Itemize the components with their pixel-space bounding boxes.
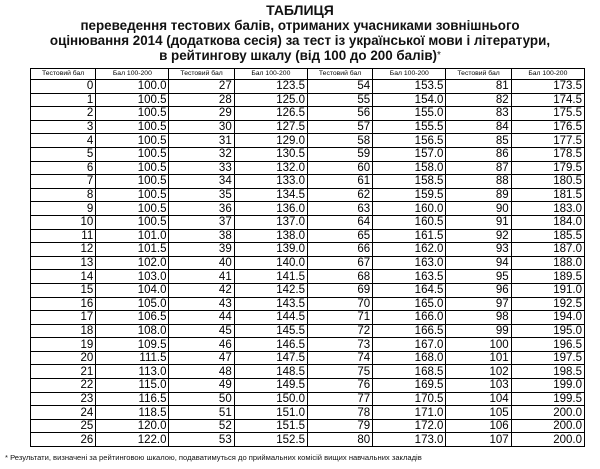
test-score-cell: 15 [31,283,96,297]
test-score-cell: 99 [446,324,511,338]
test-score-cell: 1 [31,93,96,107]
table-row [31,93,585,107]
table-row [31,283,585,297]
test-score-cell: 34 [169,175,234,189]
rating-score-cell: 199.0 [511,379,584,393]
test-score-cell: 57 [307,120,372,134]
header-rating-score: Бал 100-200 [373,69,446,80]
test-score-cell: 59 [307,147,372,161]
score-conversion-table [30,68,585,447]
table-row [31,256,585,270]
test-score-cell: 18 [31,324,96,338]
test-score-cell: 89 [446,188,511,202]
rating-score-cell: 163.0 [373,256,446,270]
rating-score-cell: 156.5 [373,134,446,148]
test-score-cell: 38 [169,229,234,243]
rating-score-cell: 100.0 [96,80,169,94]
table-row [31,107,585,121]
rating-score-cell: 166.5 [373,324,446,338]
test-score-cell: 5 [31,147,96,161]
rating-score-cell: 200.0 [511,419,584,433]
test-score-cell: 51 [169,406,234,420]
test-score-cell: 95 [446,270,511,284]
test-score-cell: 46 [169,338,234,352]
rating-score-cell: 130.5 [234,147,307,161]
rating-score-cell: 198.5 [511,365,584,379]
rating-score-cell: 103.0 [96,270,169,284]
test-score-cell: 42 [169,283,234,297]
rating-score-cell: 101.0 [96,229,169,243]
rating-score-cell: 153.5 [373,80,446,94]
rating-score-cell: 151.0 [234,406,307,420]
rating-score-cell: 139.0 [234,243,307,257]
test-score-cell: 30 [169,120,234,134]
test-score-cell: 86 [446,147,511,161]
rating-score-cell: 113.0 [96,365,169,379]
test-score-cell: 88 [446,175,511,189]
rating-score-cell: 101.5 [96,243,169,257]
test-score-cell: 52 [169,419,234,433]
rating-score-cell: 105.0 [96,297,169,311]
test-score-cell: 100 [446,338,511,352]
test-score-cell: 105 [446,406,511,420]
rating-score-cell: 102.0 [96,256,169,270]
rating-score-cell: 155.5 [373,120,446,134]
test-score-cell: 69 [307,283,372,297]
rating-score-cell: 100.5 [96,107,169,121]
test-score-cell: 4 [31,134,96,148]
rating-score-cell: 108.0 [96,324,169,338]
rating-score-cell: 179.5 [511,161,584,175]
title-block [0,0,600,63]
rating-score-cell: 189.5 [511,270,584,284]
test-score-cell: 21 [31,365,96,379]
test-score-cell: 79 [307,419,372,433]
rating-score-cell: 194.0 [511,311,584,325]
footnote-marker: * [437,50,441,61]
test-score-cell: 82 [446,93,511,107]
test-score-cell: 91 [446,215,511,229]
rating-score-cell: 132.0 [234,161,307,175]
test-score-cell: 39 [169,243,234,257]
test-score-cell: 13 [31,256,96,270]
test-score-cell: 62 [307,188,372,202]
test-score-cell: 27 [169,80,234,94]
test-score-cell: 90 [446,202,511,216]
header-test-score: Тестовий бал [31,69,96,80]
rating-score-cell: 144.5 [234,311,307,325]
rating-score-cell: 158.5 [373,175,446,189]
test-score-cell: 78 [307,406,372,420]
test-score-cell: 77 [307,392,372,406]
test-score-cell: 43 [169,297,234,311]
rating-score-cell: 120.0 [96,419,169,433]
test-score-cell: 71 [307,311,372,325]
test-score-cell: 65 [307,229,372,243]
test-score-cell: 9 [31,202,96,216]
rating-score-cell: 195.0 [511,324,584,338]
rating-score-cell: 172.0 [373,419,446,433]
test-score-cell: 102 [446,365,511,379]
table-row [31,161,585,175]
test-score-cell: 47 [169,351,234,365]
test-score-cell: 48 [169,365,234,379]
rating-score-cell: 166.0 [373,311,446,325]
rating-score-cell: 162.0 [373,243,446,257]
rating-score-cell: 200.0 [511,406,584,420]
table-row [31,365,585,379]
table-row [31,270,585,284]
test-score-cell: 98 [446,311,511,325]
header-test-score: Тестовий бал [307,69,372,80]
rating-score-cell: 158.0 [373,161,446,175]
rating-score-cell: 123.5 [234,80,307,94]
rating-score-cell: 170.5 [373,392,446,406]
rating-score-cell: 160.5 [373,215,446,229]
table-row [31,338,585,352]
rating-score-cell: 180.5 [511,175,584,189]
rating-score-cell: 138.0 [234,229,307,243]
test-score-cell: 55 [307,93,372,107]
test-score-cell: 35 [169,188,234,202]
test-score-cell: 84 [446,120,511,134]
table-row [31,392,585,406]
test-score-cell: 76 [307,379,372,393]
rating-score-cell: 122.0 [96,433,169,447]
rating-score-cell: 178.5 [511,147,584,161]
rating-score-cell: 116.5 [96,392,169,406]
test-score-cell: 60 [307,161,372,175]
rating-score-cell: 147.5 [234,351,307,365]
rating-score-cell: 159.5 [373,188,446,202]
table-row [31,297,585,311]
rating-score-cell: 199.5 [511,392,584,406]
rating-score-cell: 165.0 [373,297,446,311]
rating-score-cell: 168.5 [373,365,446,379]
test-score-cell: 16 [31,297,96,311]
rating-score-cell: 183.0 [511,202,584,216]
header-test-score: Тестовий бал [169,69,234,80]
rating-score-cell: 176.5 [511,120,584,134]
table-row [31,351,585,365]
test-score-cell: 92 [446,229,511,243]
rating-score-cell: 168.0 [373,351,446,365]
page-title: ТАБЛИЦЯ [266,2,334,18]
rating-score-cell: 161.5 [373,229,446,243]
rating-score-cell: 129.0 [234,134,307,148]
header-rating-score: Бал 100-200 [234,69,307,80]
table-row [31,379,585,393]
table-row [31,324,585,338]
test-score-cell: 96 [446,283,511,297]
test-score-cell: 94 [446,256,511,270]
table-row [31,188,585,202]
rating-score-cell: 185.5 [511,229,584,243]
table-row [31,311,585,325]
test-score-cell: 75 [307,365,372,379]
test-score-cell: 54 [307,80,372,94]
rating-score-cell: 174.5 [511,93,584,107]
rating-score-cell: 143.5 [234,297,307,311]
rating-score-cell: 100.5 [96,147,169,161]
subtitle-line-3 [0,48,600,63]
test-score-cell: 41 [169,270,234,284]
rating-score-cell: 149.5 [234,379,307,393]
test-score-cell: 87 [446,161,511,175]
table-body [31,80,585,447]
rating-score-cell: 100.5 [96,188,169,202]
test-score-cell: 107 [446,433,511,447]
subtitle-line-1: переведення тестових балів, отриманих учасниками зовнішнього [80,18,520,33]
rating-score-cell: 169.5 [373,379,446,393]
rating-score-cell: 100.5 [96,175,169,189]
test-score-cell: 26 [31,433,96,447]
test-score-cell: 45 [169,324,234,338]
test-score-cell: 10 [31,215,96,229]
rating-score-cell: 140.0 [234,256,307,270]
test-score-cell: 58 [307,134,372,148]
test-score-cell: 81 [446,80,511,94]
rating-score-cell: 167.0 [373,338,446,352]
test-score-cell: 44 [169,311,234,325]
test-score-cell: 70 [307,297,372,311]
rating-score-cell: 104.0 [96,283,169,297]
rating-score-cell: 164.5 [373,283,446,297]
table-row [31,215,585,229]
test-score-cell: 56 [307,107,372,121]
test-score-cell: 85 [446,134,511,148]
test-score-cell: 73 [307,338,372,352]
test-score-cell: 40 [169,256,234,270]
test-score-cell: 64 [307,215,372,229]
test-score-cell: 53 [169,433,234,447]
test-score-cell: 28 [169,93,234,107]
test-score-cell: 80 [307,433,372,447]
rating-score-cell: 100.5 [96,134,169,148]
test-score-cell: 66 [307,243,372,257]
rating-score-cell: 133.0 [234,175,307,189]
table-row [31,433,585,447]
table-row [31,243,585,257]
header-rating-score: Бал 100-200 [511,69,584,80]
rating-score-cell: 111.5 [96,351,169,365]
table-row [31,229,585,243]
table-row [31,80,585,94]
test-score-cell: 14 [31,270,96,284]
test-score-cell: 61 [307,175,372,189]
rating-score-cell: 145.5 [234,324,307,338]
header-rating-score: Бал 100-200 [96,69,169,80]
test-score-cell: 20 [31,351,96,365]
rating-score-cell: 115.0 [96,379,169,393]
rating-score-cell: 188.0 [511,256,584,270]
rating-score-cell: 151.5 [234,419,307,433]
table-row [31,120,585,134]
test-score-cell: 31 [169,134,234,148]
rating-score-cell: 163.5 [373,270,446,284]
rating-score-cell: 152.5 [234,433,307,447]
test-score-cell: 8 [31,188,96,202]
rating-score-cell: 100.5 [96,93,169,107]
test-score-cell: 2 [31,107,96,121]
table-row [31,175,585,189]
test-score-cell: 33 [169,161,234,175]
test-score-cell: 19 [31,338,96,352]
table-row [31,202,585,216]
test-score-cell: 37 [169,215,234,229]
test-score-cell: 25 [31,419,96,433]
test-score-cell: 12 [31,243,96,257]
table-row [31,419,585,433]
test-score-cell: 17 [31,311,96,325]
test-score-cell: 63 [307,202,372,216]
footnote: * Результати, визначені за рейтинговою шкалою, подаватимуться до приймальних комісій вищих навчальних закладів [5,453,422,462]
rating-score-cell: 100.5 [96,120,169,134]
test-score-cell: 74 [307,351,372,365]
rating-score-cell: 157.0 [373,147,446,161]
header-test-score: Тестовий бал [446,69,511,80]
test-score-cell: 23 [31,392,96,406]
table-row [31,134,585,148]
test-score-cell: 93 [446,243,511,257]
test-score-cell: 50 [169,392,234,406]
rating-score-cell: 181.5 [511,188,584,202]
test-score-cell: 104 [446,392,511,406]
test-score-cell: 67 [307,256,372,270]
rating-score-cell: 191.0 [511,283,584,297]
test-score-cell: 106 [446,419,511,433]
rating-score-cell: 148.5 [234,365,307,379]
rating-score-cell: 106.5 [96,311,169,325]
rating-score-cell: 177.5 [511,134,584,148]
test-score-cell: 7 [31,175,96,189]
rating-score-cell: 126.5 [234,107,307,121]
test-score-cell: 6 [31,161,96,175]
rating-score-cell: 118.5 [96,406,169,420]
rating-score-cell: 125.0 [234,93,307,107]
rating-score-cell: 141.5 [234,270,307,284]
test-score-cell: 32 [169,147,234,161]
rating-score-cell: 100.5 [96,202,169,216]
rating-score-cell: 109.5 [96,338,169,352]
test-score-cell: 11 [31,229,96,243]
test-score-cell: 68 [307,270,372,284]
subtitle-line-2: оцінювання 2014 (додаткова сесія) за тест із української мови і літератури, [49,33,551,48]
rating-score-cell: 197.5 [511,351,584,365]
test-score-cell: 97 [446,297,511,311]
rating-score-cell: 175.5 [511,107,584,121]
table-row [31,147,585,161]
test-score-cell: 103 [446,379,511,393]
rating-score-cell: 154.0 [373,93,446,107]
test-score-cell: 72 [307,324,372,338]
test-score-cell: 0 [31,80,96,94]
table-header-row [31,69,585,80]
rating-score-cell: 100.5 [96,215,169,229]
rating-score-cell: 127.5 [234,120,307,134]
rating-score-cell: 155.0 [373,107,446,121]
table-row [31,406,585,420]
test-score-cell: 49 [169,379,234,393]
subtitle-line-3-text: в рейтингову шкалу (від 100 до 200 балів) [159,48,438,63]
test-score-cell: 29 [169,107,234,121]
rating-score-cell: 146.5 [234,338,307,352]
rating-score-cell: 196.5 [511,338,584,352]
rating-score-cell: 100.5 [96,161,169,175]
rating-score-cell: 136.0 [234,202,307,216]
rating-score-cell: 173.5 [511,80,584,94]
rating-score-cell: 187.0 [511,243,584,257]
test-score-cell: 24 [31,406,96,420]
rating-score-cell: 134.5 [234,188,307,202]
rating-score-cell: 137.0 [234,215,307,229]
rating-score-cell: 142.5 [234,283,307,297]
rating-score-cell: 160.0 [373,202,446,216]
rating-score-cell: 200.0 [511,433,584,447]
test-score-cell: 36 [169,202,234,216]
rating-score-cell: 184.0 [511,215,584,229]
test-score-cell: 83 [446,107,511,121]
test-score-cell: 22 [31,379,96,393]
rating-score-cell: 150.0 [234,392,307,406]
rating-score-cell: 192.5 [511,297,584,311]
rating-score-cell: 173.0 [373,433,446,447]
test-score-cell: 3 [31,120,96,134]
rating-score-cell: 171.0 [373,406,446,420]
test-score-cell: 101 [446,351,511,365]
